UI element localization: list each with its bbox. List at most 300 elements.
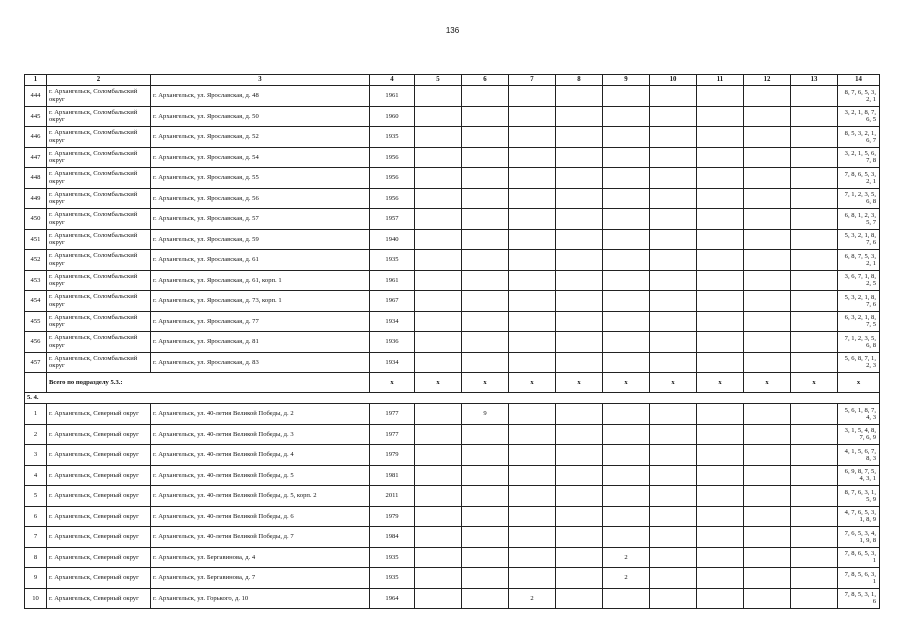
value-cell bbox=[697, 147, 744, 168]
code-cell: 7, 1, 2, 3, 5, 6, 8 bbox=[838, 188, 880, 209]
subtotal-value: x bbox=[462, 373, 509, 393]
value-cell bbox=[415, 404, 462, 425]
subtotal-value: x bbox=[509, 373, 556, 393]
value-cell: 9 bbox=[462, 404, 509, 425]
table-row bbox=[25, 168, 880, 189]
value-cell bbox=[415, 332, 462, 353]
code-cell: 3, 6, 7, 1, 8, 2, 5 bbox=[838, 270, 880, 291]
table-row bbox=[25, 188, 880, 209]
value-cell bbox=[744, 188, 791, 209]
value-cell bbox=[556, 404, 603, 425]
row-number: 457 bbox=[25, 352, 47, 373]
value-cell bbox=[744, 291, 791, 312]
value-cell bbox=[697, 291, 744, 312]
table-row bbox=[25, 332, 880, 353]
value-cell bbox=[697, 424, 744, 445]
address-cell: г. Архангельск, ул. Ярославская, д. 73, корп. 1 bbox=[151, 291, 370, 312]
year-cell: 1956 bbox=[370, 168, 415, 189]
value-cell bbox=[744, 547, 791, 568]
value-cell bbox=[415, 527, 462, 548]
code-cell: 6, 8, 1, 2, 3, 5, 7 bbox=[838, 209, 880, 230]
value-cell bbox=[650, 270, 697, 291]
value-cell bbox=[650, 506, 697, 527]
year-cell: 1935 bbox=[370, 127, 415, 148]
code-cell: 3, 2, 1, 5, 6, 7, 8 bbox=[838, 147, 880, 168]
value-cell bbox=[509, 188, 556, 209]
row-number: 455 bbox=[25, 311, 47, 332]
year-cell: 1964 bbox=[370, 588, 415, 609]
code-cell: 3, 1, 5, 4, 8, 7, 6, 9 bbox=[838, 424, 880, 445]
value-cell bbox=[791, 352, 838, 373]
value-cell bbox=[603, 486, 650, 507]
address-cell: г. Архангельск, ул. Бергавинова, д. 4 bbox=[151, 547, 370, 568]
value-cell bbox=[603, 229, 650, 250]
value-cell bbox=[791, 424, 838, 445]
table-row bbox=[25, 147, 880, 168]
value-cell bbox=[744, 147, 791, 168]
value-cell bbox=[791, 445, 838, 466]
year-cell: 1934 bbox=[370, 311, 415, 332]
value-cell bbox=[415, 127, 462, 148]
table-row bbox=[25, 424, 880, 445]
row-number: 4 bbox=[25, 465, 47, 486]
row-number: 453 bbox=[25, 270, 47, 291]
value-cell bbox=[603, 188, 650, 209]
value-cell bbox=[415, 352, 462, 373]
value-cell bbox=[556, 270, 603, 291]
value-cell bbox=[603, 424, 650, 445]
value-cell bbox=[697, 127, 744, 148]
row-number: 10 bbox=[25, 588, 47, 609]
district-cell: г. Архангельск, Соломбальский округ bbox=[47, 106, 151, 127]
value-cell bbox=[415, 86, 462, 107]
value-cell bbox=[791, 465, 838, 486]
value-cell bbox=[415, 588, 462, 609]
value-cell bbox=[603, 404, 650, 425]
value-cell bbox=[462, 588, 509, 609]
value-cell bbox=[791, 311, 838, 332]
value-cell bbox=[650, 547, 697, 568]
code-cell: 8, 7, 6, 3, 1, 5, 9 bbox=[838, 486, 880, 507]
value-cell bbox=[556, 127, 603, 148]
year-cell: 1961 bbox=[370, 86, 415, 107]
value-cell bbox=[415, 229, 462, 250]
value-cell bbox=[697, 106, 744, 127]
table-row bbox=[25, 506, 880, 527]
address-cell: г. Архангельск, ул. Ярославская, д. 77 bbox=[151, 311, 370, 332]
value-cell bbox=[556, 352, 603, 373]
code-cell: 7, 8, 5, 6, 3, 1 bbox=[838, 568, 880, 589]
district-cell: г. Архангельск, Северный округ bbox=[47, 445, 151, 466]
value-cell bbox=[509, 127, 556, 148]
value-cell bbox=[791, 147, 838, 168]
value-cell bbox=[509, 311, 556, 332]
table-row bbox=[25, 547, 880, 568]
value-cell bbox=[791, 250, 838, 271]
code-cell: 4, 1, 5, 6, 7, 8, 3 bbox=[838, 445, 880, 466]
code-cell: 3, 2, 1, 8, 7, 6, 5 bbox=[838, 106, 880, 127]
year-cell: 1936 bbox=[370, 332, 415, 353]
district-cell: г. Архангельск, Соломбальский округ bbox=[47, 168, 151, 189]
value-cell bbox=[509, 106, 556, 127]
value-cell bbox=[744, 527, 791, 548]
subtotal-label: Всего по подразделу 5.3.: bbox=[47, 373, 370, 393]
subtotal-value: x bbox=[603, 373, 650, 393]
value-cell bbox=[791, 588, 838, 609]
value-cell bbox=[650, 106, 697, 127]
value-cell bbox=[462, 506, 509, 527]
district-cell: г. Архангельск, Соломбальский округ bbox=[47, 229, 151, 250]
code-cell: 7, 8, 5, 3, 1, 6 bbox=[838, 588, 880, 609]
year-cell: 1957 bbox=[370, 209, 415, 230]
subtotal-value: x bbox=[415, 373, 462, 393]
value-cell bbox=[556, 547, 603, 568]
address-cell: г. Архангельск, ул. 40-летия Великой Победы, д. 5 bbox=[151, 465, 370, 486]
district-cell: г. Архангельск, Соломбальский округ bbox=[47, 352, 151, 373]
row-number: 446 bbox=[25, 127, 47, 148]
value-cell bbox=[697, 547, 744, 568]
value-cell bbox=[415, 445, 462, 466]
row-number: 3 bbox=[25, 445, 47, 466]
value-cell bbox=[556, 291, 603, 312]
value-cell bbox=[744, 311, 791, 332]
value-cell bbox=[744, 209, 791, 230]
table-row bbox=[25, 568, 880, 589]
table-row bbox=[25, 527, 880, 548]
value-cell bbox=[556, 86, 603, 107]
value-cell bbox=[509, 424, 556, 445]
value-cell bbox=[650, 486, 697, 507]
value-cell bbox=[603, 352, 650, 373]
page-number: 136 bbox=[445, 26, 460, 35]
value-cell bbox=[744, 106, 791, 127]
value-cell bbox=[650, 250, 697, 271]
value-cell bbox=[556, 588, 603, 609]
table-row bbox=[25, 270, 880, 291]
year-cell: 1956 bbox=[370, 147, 415, 168]
value-cell bbox=[603, 465, 650, 486]
code-cell: 8, 7, 6, 5, 3, 2, 1 bbox=[838, 86, 880, 107]
value-cell bbox=[697, 486, 744, 507]
value-cell bbox=[744, 588, 791, 609]
row-number: 449 bbox=[25, 188, 47, 209]
value-cell bbox=[791, 106, 838, 127]
value-cell bbox=[650, 209, 697, 230]
table-row bbox=[25, 404, 880, 425]
year-cell: 1934 bbox=[370, 352, 415, 373]
year-cell: 1979 bbox=[370, 506, 415, 527]
address-cell: г. Архангельск, ул. Ярославская, д. 61 bbox=[151, 250, 370, 271]
value-cell bbox=[744, 127, 791, 148]
column-header: 6 bbox=[462, 75, 509, 86]
value-cell bbox=[744, 270, 791, 291]
subtotal-value: x bbox=[838, 373, 880, 393]
address-cell: г. Архангельск, ул. Ярославская, д. 55 bbox=[151, 168, 370, 189]
table-row bbox=[25, 465, 880, 486]
year-cell: 1960 bbox=[370, 106, 415, 127]
address-cell: г. Архангельск, ул. Ярославская, д. 52 bbox=[151, 127, 370, 148]
row-number: 9 bbox=[25, 568, 47, 589]
value-cell bbox=[791, 404, 838, 425]
row-number: 445 bbox=[25, 106, 47, 127]
code-cell: 7, 1, 2, 3, 5, 6, 8 bbox=[838, 332, 880, 353]
value-cell bbox=[415, 188, 462, 209]
value-cell bbox=[744, 250, 791, 271]
value-cell bbox=[791, 291, 838, 312]
value-cell bbox=[509, 168, 556, 189]
year-cell: 1984 bbox=[370, 527, 415, 548]
value-cell bbox=[462, 188, 509, 209]
column-header: 7 bbox=[509, 75, 556, 86]
value-cell bbox=[415, 547, 462, 568]
row-number: 7 bbox=[25, 527, 47, 548]
district-cell: г. Архангельск, Соломбальский округ bbox=[47, 291, 151, 312]
value-cell bbox=[603, 147, 650, 168]
district-cell: г. Архангельск, Северный округ bbox=[47, 588, 151, 609]
value-cell bbox=[462, 332, 509, 353]
row-number: 452 bbox=[25, 250, 47, 271]
address-cell: г. Архангельск, ул. Ярославская, д. 48 bbox=[151, 86, 370, 107]
address-cell: г. Архангельск, ул. 40-летия Великой Победы, д. 7 bbox=[151, 527, 370, 548]
value-cell bbox=[415, 506, 462, 527]
value-cell bbox=[462, 168, 509, 189]
value-cell bbox=[650, 465, 697, 486]
value-cell bbox=[603, 291, 650, 312]
value-cell bbox=[462, 229, 509, 250]
subtotal-value: x bbox=[650, 373, 697, 393]
code-cell: 6, 9, 8, 7, 5, 4, 3, 1 bbox=[838, 465, 880, 486]
value-cell bbox=[556, 506, 603, 527]
column-header: 1 bbox=[25, 75, 47, 86]
address-cell: г. Архангельск, ул. Ярославская, д. 61, корп. 1 bbox=[151, 270, 370, 291]
table-row bbox=[25, 209, 880, 230]
value-cell bbox=[697, 168, 744, 189]
row-number: 8 bbox=[25, 547, 47, 568]
table-row bbox=[25, 445, 880, 466]
address-cell: г. Архангельск, ул. Ярославская, д. 81 bbox=[151, 332, 370, 353]
year-cell: 1935 bbox=[370, 568, 415, 589]
value-cell bbox=[509, 291, 556, 312]
value-cell bbox=[462, 445, 509, 466]
value-cell bbox=[556, 106, 603, 127]
value-cell bbox=[603, 209, 650, 230]
value-cell bbox=[509, 486, 556, 507]
code-cell: 7, 8, 6, 5, 3, 2, 1 bbox=[838, 168, 880, 189]
table-row bbox=[25, 106, 880, 127]
value-cell bbox=[462, 527, 509, 548]
column-header: 2 bbox=[47, 75, 151, 86]
value-cell bbox=[650, 311, 697, 332]
value-cell bbox=[556, 250, 603, 271]
value-cell bbox=[697, 445, 744, 466]
value-cell bbox=[697, 270, 744, 291]
value-cell bbox=[744, 332, 791, 353]
value-cell bbox=[415, 168, 462, 189]
subtotal-value: x bbox=[744, 373, 791, 393]
value-cell bbox=[462, 127, 509, 148]
value-cell bbox=[462, 270, 509, 291]
value-cell bbox=[744, 229, 791, 250]
value-cell bbox=[603, 168, 650, 189]
table-row bbox=[25, 250, 880, 271]
code-cell: 7, 6, 5, 3, 4, 1, 9, 8 bbox=[838, 527, 880, 548]
row-number: 444 bbox=[25, 86, 47, 107]
value-cell bbox=[556, 424, 603, 445]
value-cell bbox=[509, 209, 556, 230]
column-header: 11 bbox=[697, 75, 744, 86]
code-cell: 7, 8, 6, 5, 3, 1 bbox=[838, 547, 880, 568]
year-cell: 1977 bbox=[370, 424, 415, 445]
value-cell bbox=[697, 404, 744, 425]
column-header: 5 bbox=[415, 75, 462, 86]
district-cell: г. Архангельск, Северный округ bbox=[47, 424, 151, 445]
table-row bbox=[25, 352, 880, 373]
district-cell: г. Архангельск, Северный округ bbox=[47, 568, 151, 589]
year-cell: 2011 bbox=[370, 486, 415, 507]
subtotal-value: x bbox=[370, 373, 415, 393]
column-header: 12 bbox=[744, 75, 791, 86]
value-cell bbox=[603, 588, 650, 609]
subtotal-value: x bbox=[697, 373, 744, 393]
table-row bbox=[25, 86, 880, 107]
value-cell bbox=[415, 106, 462, 127]
value-cell bbox=[791, 127, 838, 148]
address-cell: г. Архангельск, ул. 40-летия Великой Победы, д. 6 bbox=[151, 506, 370, 527]
value-cell bbox=[650, 291, 697, 312]
value-cell bbox=[650, 445, 697, 466]
value-cell: 2 bbox=[603, 568, 650, 589]
value-cell bbox=[462, 209, 509, 230]
value-cell bbox=[650, 188, 697, 209]
row-number: 456 bbox=[25, 332, 47, 353]
value-cell bbox=[697, 332, 744, 353]
value-cell bbox=[462, 568, 509, 589]
value-cell bbox=[697, 86, 744, 107]
value-cell bbox=[697, 188, 744, 209]
value-cell bbox=[650, 527, 697, 548]
value-cell bbox=[650, 404, 697, 425]
buildings-table bbox=[24, 74, 880, 609]
row-number: 2 bbox=[25, 424, 47, 445]
address-cell: г. Архангельск, ул. Ярославская, д. 83 bbox=[151, 352, 370, 373]
value-cell bbox=[744, 465, 791, 486]
value-cell bbox=[697, 506, 744, 527]
value-cell bbox=[556, 527, 603, 548]
column-header: 9 bbox=[603, 75, 650, 86]
value-cell bbox=[415, 311, 462, 332]
value-cell bbox=[603, 445, 650, 466]
address-cell: г. Архангельск, ул. Ярославская, д. 54 bbox=[151, 147, 370, 168]
value-cell bbox=[556, 332, 603, 353]
value-cell bbox=[509, 86, 556, 107]
value-cell bbox=[415, 568, 462, 589]
code-cell: 5, 6, 1, 8, 7, 4, 3 bbox=[838, 404, 880, 425]
value-cell bbox=[415, 291, 462, 312]
value-cell bbox=[697, 311, 744, 332]
year-cell: 1961 bbox=[370, 270, 415, 291]
year-cell: 1935 bbox=[370, 547, 415, 568]
value-cell bbox=[744, 404, 791, 425]
value-cell bbox=[650, 352, 697, 373]
value-cell bbox=[556, 568, 603, 589]
value-cell bbox=[791, 568, 838, 589]
value-cell bbox=[556, 209, 603, 230]
value-cell bbox=[650, 168, 697, 189]
district-cell: г. Архангельск, Соломбальский округ bbox=[47, 311, 151, 332]
value-cell bbox=[603, 106, 650, 127]
address-cell: г. Архангельск, ул. Ярославская, д. 59 bbox=[151, 229, 370, 250]
table-body bbox=[25, 75, 880, 609]
table-row bbox=[25, 486, 880, 507]
value-cell bbox=[697, 568, 744, 589]
year-cell: 1935 bbox=[370, 250, 415, 271]
district-cell: г. Архангельск, Северный округ bbox=[47, 527, 151, 548]
value-cell bbox=[603, 127, 650, 148]
value-cell bbox=[697, 352, 744, 373]
value-cell bbox=[462, 86, 509, 107]
subtotal-value: x bbox=[791, 373, 838, 393]
district-cell: г. Архангельск, Северный округ bbox=[47, 506, 151, 527]
value-cell bbox=[556, 147, 603, 168]
value-cell bbox=[415, 250, 462, 271]
address-cell: г. Архангельск, ул. Ярославская, д. 57 bbox=[151, 209, 370, 230]
value-cell bbox=[791, 486, 838, 507]
address-cell: г. Архангельск, ул. Ярославская, д. 50 bbox=[151, 106, 370, 127]
code-cell: 4, 7, 6, 5, 3, 1, 8, 9 bbox=[838, 506, 880, 527]
value-cell bbox=[415, 147, 462, 168]
column-header: 10 bbox=[650, 75, 697, 86]
value-cell bbox=[462, 465, 509, 486]
value-cell bbox=[603, 270, 650, 291]
value-cell bbox=[509, 568, 556, 589]
value-cell bbox=[415, 209, 462, 230]
table-row bbox=[25, 229, 880, 250]
address-cell: г. Архангельск, ул. 40-летия Великой Победы, д. 5, корп. 2 bbox=[151, 486, 370, 507]
value-cell bbox=[462, 486, 509, 507]
value-cell bbox=[509, 506, 556, 527]
value-cell bbox=[650, 588, 697, 609]
value-cell bbox=[509, 404, 556, 425]
section-heading: 5. 4. bbox=[25, 393, 880, 404]
year-cell: 1956 bbox=[370, 188, 415, 209]
value-cell bbox=[556, 311, 603, 332]
value-cell bbox=[509, 465, 556, 486]
value-cell bbox=[462, 424, 509, 445]
value-cell bbox=[744, 568, 791, 589]
value-cell bbox=[556, 445, 603, 466]
value-cell bbox=[744, 86, 791, 107]
column-header-row bbox=[25, 75, 880, 86]
row-number: 451 bbox=[25, 229, 47, 250]
year-cell: 1977 bbox=[370, 404, 415, 425]
value-cell bbox=[462, 106, 509, 127]
district-cell: г. Архангельск, Соломбальский округ bbox=[47, 147, 151, 168]
value-cell bbox=[791, 332, 838, 353]
value-cell bbox=[509, 445, 556, 466]
value-cell bbox=[744, 506, 791, 527]
subtotal-row bbox=[25, 373, 880, 393]
value-cell bbox=[791, 506, 838, 527]
value-cell bbox=[791, 547, 838, 568]
value-cell bbox=[603, 527, 650, 548]
value-cell bbox=[462, 250, 509, 271]
value-cell bbox=[791, 168, 838, 189]
district-cell: г. Архангельск, Соломбальский округ bbox=[47, 86, 151, 107]
year-cell: 1940 bbox=[370, 229, 415, 250]
district-cell: г. Архангельск, Соломбальский округ bbox=[47, 209, 151, 230]
value-cell bbox=[744, 445, 791, 466]
value-cell bbox=[509, 270, 556, 291]
